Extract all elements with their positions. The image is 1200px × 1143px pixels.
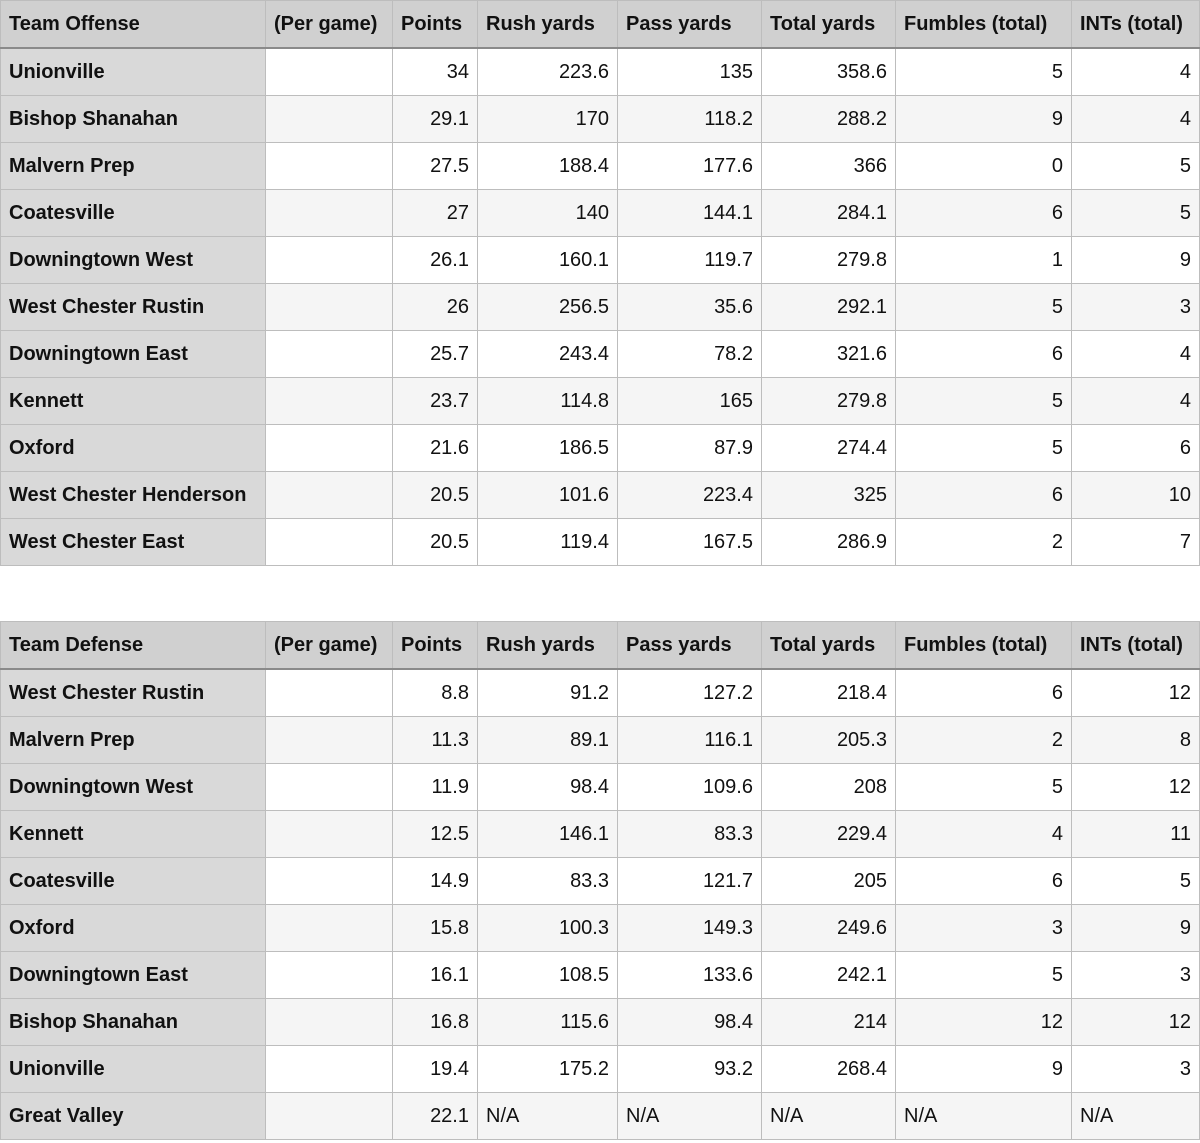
per-game-cell bbox=[266, 331, 393, 378]
total-yards-cell: 286.9 bbox=[762, 519, 896, 566]
fumbles-cell: 5 bbox=[896, 425, 1072, 472]
pass-yards-cell: 165 bbox=[618, 378, 762, 425]
total-yards-cell: 279.8 bbox=[762, 378, 896, 425]
fumbles-cell: 9 bbox=[896, 96, 1072, 143]
total-yards-cell: 229.4 bbox=[762, 811, 896, 858]
header-ints: INTs (total) bbox=[1072, 622, 1200, 670]
total-yards-cell: 366 bbox=[762, 143, 896, 190]
points-cell: 21.6 bbox=[393, 425, 478, 472]
fumbles-cell: N/A bbox=[896, 1093, 1072, 1140]
table-row bbox=[1, 472, 1200, 519]
header-per-game: (Per game) bbox=[266, 622, 393, 670]
ints-cell: 3 bbox=[1072, 284, 1200, 331]
table-header-row bbox=[1, 622, 1200, 670]
points-cell: 25.7 bbox=[393, 331, 478, 378]
pass-yards-cell: 93.2 bbox=[618, 1046, 762, 1093]
pass-yards-cell: 223.4 bbox=[618, 472, 762, 519]
points-cell: 8.8 bbox=[393, 669, 478, 717]
per-game-cell bbox=[266, 952, 393, 999]
header-points: Points bbox=[393, 1, 478, 49]
fumbles-cell: 4 bbox=[896, 811, 1072, 858]
ints-cell: 8 bbox=[1072, 717, 1200, 764]
fumbles-cell: 6 bbox=[896, 190, 1072, 237]
ints-cell: 5 bbox=[1072, 143, 1200, 190]
total-yards-cell: 205.3 bbox=[762, 717, 896, 764]
team-offense-table bbox=[0, 0, 1200, 566]
per-game-cell bbox=[266, 284, 393, 331]
header-fumbles: Fumbles (total) bbox=[896, 622, 1072, 670]
team-name-cell: Unionville bbox=[1, 48, 266, 96]
per-game-cell bbox=[266, 48, 393, 96]
pass-yards-cell: 177.6 bbox=[618, 143, 762, 190]
total-yards-cell: 279.8 bbox=[762, 237, 896, 284]
table-row bbox=[1, 519, 1200, 566]
total-yards-cell: 274.4 bbox=[762, 425, 896, 472]
fumbles-cell: 2 bbox=[896, 519, 1072, 566]
total-yards-cell: 208 bbox=[762, 764, 896, 811]
team-name-cell: West Chester East bbox=[1, 519, 266, 566]
ints-cell: 5 bbox=[1072, 190, 1200, 237]
team-name-cell: Downingtown West bbox=[1, 764, 266, 811]
table-row bbox=[1, 1093, 1200, 1140]
rush-yards-cell: 91.2 bbox=[478, 669, 618, 717]
header-per-game: (Per game) bbox=[266, 1, 393, 49]
header-rush-yards: Rush yards bbox=[478, 622, 618, 670]
total-yards-cell: 325 bbox=[762, 472, 896, 519]
table-row bbox=[1, 717, 1200, 764]
rush-yards-cell: 186.5 bbox=[478, 425, 618, 472]
rush-yards-cell: 243.4 bbox=[478, 331, 618, 378]
ints-cell: 12 bbox=[1072, 669, 1200, 717]
ints-cell: 4 bbox=[1072, 96, 1200, 143]
header-team: Team Offense bbox=[1, 1, 266, 49]
fumbles-cell: 5 bbox=[896, 378, 1072, 425]
ints-cell: 3 bbox=[1072, 952, 1200, 999]
per-game-cell bbox=[266, 425, 393, 472]
per-game-cell bbox=[266, 811, 393, 858]
points-cell: 26.1 bbox=[393, 237, 478, 284]
header-ints: INTs (total) bbox=[1072, 1, 1200, 49]
points-cell: 29.1 bbox=[393, 96, 478, 143]
points-cell: 16.1 bbox=[393, 952, 478, 999]
table-row bbox=[1, 764, 1200, 811]
header-fumbles: Fumbles (total) bbox=[896, 1, 1072, 49]
ints-cell: 12 bbox=[1072, 764, 1200, 811]
header-total-yards: Total yards bbox=[762, 1, 896, 49]
per-game-cell bbox=[266, 1093, 393, 1140]
table-row bbox=[1, 811, 1200, 858]
total-yards-cell: N/A bbox=[762, 1093, 896, 1140]
ints-cell: 4 bbox=[1072, 378, 1200, 425]
team-name-cell: West Chester Henderson bbox=[1, 472, 266, 519]
table-row bbox=[1, 669, 1200, 717]
rush-yards-cell: 114.8 bbox=[478, 378, 618, 425]
table-row bbox=[1, 331, 1200, 378]
total-yards-cell: 358.6 bbox=[762, 48, 896, 96]
pass-yards-cell: 127.2 bbox=[618, 669, 762, 717]
points-cell: 27.5 bbox=[393, 143, 478, 190]
table-row bbox=[1, 190, 1200, 237]
fumbles-cell: 0 bbox=[896, 143, 1072, 190]
team-name-cell: Coatesville bbox=[1, 858, 266, 905]
team-name-cell: Oxford bbox=[1, 905, 266, 952]
team-name-cell: Downingtown West bbox=[1, 237, 266, 284]
team-name-cell: West Chester Rustin bbox=[1, 669, 266, 717]
pass-yards-cell: 121.7 bbox=[618, 858, 762, 905]
per-game-cell bbox=[266, 1046, 393, 1093]
total-yards-cell: 268.4 bbox=[762, 1046, 896, 1093]
fumbles-cell: 5 bbox=[896, 284, 1072, 331]
fumbles-cell: 5 bbox=[896, 764, 1072, 811]
points-cell: 15.8 bbox=[393, 905, 478, 952]
points-cell: 22.1 bbox=[393, 1093, 478, 1140]
team-name-cell: Kennett bbox=[1, 378, 266, 425]
pass-yards-cell: 144.1 bbox=[618, 190, 762, 237]
table-row bbox=[1, 1046, 1200, 1093]
points-cell: 20.5 bbox=[393, 519, 478, 566]
table-row bbox=[1, 143, 1200, 190]
rush-yards-cell: 100.3 bbox=[478, 905, 618, 952]
table-row bbox=[1, 999, 1200, 1046]
ints-cell: 4 bbox=[1072, 48, 1200, 96]
rush-yards-cell: 101.6 bbox=[478, 472, 618, 519]
rush-yards-cell: 83.3 bbox=[478, 858, 618, 905]
pass-yards-cell: 135 bbox=[618, 48, 762, 96]
total-yards-cell: 249.6 bbox=[762, 905, 896, 952]
per-game-cell bbox=[266, 519, 393, 566]
table-row bbox=[1, 237, 1200, 284]
table-row bbox=[1, 378, 1200, 425]
fumbles-cell: 1 bbox=[896, 237, 1072, 284]
pass-yards-cell: 133.6 bbox=[618, 952, 762, 999]
pass-yards-cell: N/A bbox=[618, 1093, 762, 1140]
rush-yards-cell: 108.5 bbox=[478, 952, 618, 999]
fumbles-cell: 5 bbox=[896, 952, 1072, 999]
table-row bbox=[1, 96, 1200, 143]
per-game-cell bbox=[266, 858, 393, 905]
per-game-cell bbox=[266, 717, 393, 764]
per-game-cell bbox=[266, 237, 393, 284]
points-cell: 16.8 bbox=[393, 999, 478, 1046]
ints-cell: 7 bbox=[1072, 519, 1200, 566]
per-game-cell bbox=[266, 905, 393, 952]
team-name-cell: Malvern Prep bbox=[1, 143, 266, 190]
pass-yards-cell: 35.6 bbox=[618, 284, 762, 331]
ints-cell: 6 bbox=[1072, 425, 1200, 472]
fumbles-cell: 12 bbox=[896, 999, 1072, 1046]
total-yards-cell: 205 bbox=[762, 858, 896, 905]
table-row bbox=[1, 952, 1200, 999]
rush-yards-cell: 160.1 bbox=[478, 237, 618, 284]
total-yards-cell: 214 bbox=[762, 999, 896, 1046]
fumbles-cell: 6 bbox=[896, 472, 1072, 519]
ints-cell: 3 bbox=[1072, 1046, 1200, 1093]
team-name-cell: Bishop Shanahan bbox=[1, 96, 266, 143]
ints-cell: 12 bbox=[1072, 999, 1200, 1046]
total-yards-cell: 321.6 bbox=[762, 331, 896, 378]
fumbles-cell: 2 bbox=[896, 717, 1072, 764]
rush-yards-cell: 188.4 bbox=[478, 143, 618, 190]
team-name-cell: Downingtown East bbox=[1, 952, 266, 999]
total-yards-cell: 218.4 bbox=[762, 669, 896, 717]
offense-rows bbox=[1, 48, 1200, 566]
ints-cell: 9 bbox=[1072, 237, 1200, 284]
rush-yards-cell: 170 bbox=[478, 96, 618, 143]
ints-cell: 9 bbox=[1072, 905, 1200, 952]
per-game-cell bbox=[266, 669, 393, 717]
rush-yards-cell: 119.4 bbox=[478, 519, 618, 566]
rush-yards-cell: N/A bbox=[478, 1093, 618, 1140]
table-row bbox=[1, 905, 1200, 952]
team-name-cell: Malvern Prep bbox=[1, 717, 266, 764]
pass-yards-cell: 87.9 bbox=[618, 425, 762, 472]
per-game-cell bbox=[266, 143, 393, 190]
points-cell: 12.5 bbox=[393, 811, 478, 858]
total-yards-cell: 242.1 bbox=[762, 952, 896, 999]
fumbles-cell: 9 bbox=[896, 1046, 1072, 1093]
header-rush-yards: Rush yards bbox=[478, 1, 618, 49]
points-cell: 26 bbox=[393, 284, 478, 331]
rush-yards-cell: 140 bbox=[478, 190, 618, 237]
per-game-cell bbox=[266, 999, 393, 1046]
ints-cell: 5 bbox=[1072, 858, 1200, 905]
points-cell: 20.5 bbox=[393, 472, 478, 519]
header-pass-yards: Pass yards bbox=[618, 622, 762, 670]
table-row bbox=[1, 48, 1200, 96]
defense-rows bbox=[1, 669, 1200, 1140]
pass-yards-cell: 78.2 bbox=[618, 331, 762, 378]
rush-yards-cell: 89.1 bbox=[478, 717, 618, 764]
team-name-cell: Downingtown East bbox=[1, 331, 266, 378]
pass-yards-cell: 167.5 bbox=[618, 519, 762, 566]
fumbles-cell: 3 bbox=[896, 905, 1072, 952]
pass-yards-cell: 98.4 bbox=[618, 999, 762, 1046]
team-name-cell: Great Valley bbox=[1, 1093, 266, 1140]
pass-yards-cell: 116.1 bbox=[618, 717, 762, 764]
team-name-cell: Bishop Shanahan bbox=[1, 999, 266, 1046]
rush-yards-cell: 146.1 bbox=[478, 811, 618, 858]
rush-yards-cell: 115.6 bbox=[478, 999, 618, 1046]
rush-yards-cell: 256.5 bbox=[478, 284, 618, 331]
points-cell: 23.7 bbox=[393, 378, 478, 425]
pass-yards-cell: 118.2 bbox=[618, 96, 762, 143]
total-yards-cell: 284.1 bbox=[762, 190, 896, 237]
per-game-cell bbox=[266, 764, 393, 811]
per-game-cell bbox=[266, 472, 393, 519]
points-cell: 11.3 bbox=[393, 717, 478, 764]
header-team: Team Defense bbox=[1, 622, 266, 670]
pass-yards-cell: 149.3 bbox=[618, 905, 762, 952]
header-pass-yards: Pass yards bbox=[618, 1, 762, 49]
points-cell: 11.9 bbox=[393, 764, 478, 811]
rush-yards-cell: 223.6 bbox=[478, 48, 618, 96]
team-name-cell: Coatesville bbox=[1, 190, 266, 237]
fumbles-cell: 6 bbox=[896, 858, 1072, 905]
ints-cell: 4 bbox=[1072, 331, 1200, 378]
points-cell: 27 bbox=[393, 190, 478, 237]
fumbles-cell: 6 bbox=[896, 331, 1072, 378]
team-name-cell: West Chester Rustin bbox=[1, 284, 266, 331]
pass-yards-cell: 109.6 bbox=[618, 764, 762, 811]
table-row bbox=[1, 425, 1200, 472]
ints-cell: 11 bbox=[1072, 811, 1200, 858]
points-cell: 14.9 bbox=[393, 858, 478, 905]
ints-cell: N/A bbox=[1072, 1093, 1200, 1140]
points-cell: 19.4 bbox=[393, 1046, 478, 1093]
header-total-yards: Total yards bbox=[762, 622, 896, 670]
ints-cell: 10 bbox=[1072, 472, 1200, 519]
rush-yards-cell: 175.2 bbox=[478, 1046, 618, 1093]
rush-yards-cell: 98.4 bbox=[478, 764, 618, 811]
header-points: Points bbox=[393, 622, 478, 670]
team-name-cell: Oxford bbox=[1, 425, 266, 472]
per-game-cell bbox=[266, 96, 393, 143]
team-name-cell: Kennett bbox=[1, 811, 266, 858]
fumbles-cell: 5 bbox=[896, 48, 1072, 96]
pass-yards-cell: 119.7 bbox=[618, 237, 762, 284]
table-row bbox=[1, 284, 1200, 331]
team-defense-table bbox=[0, 621, 1200, 1140]
team-name-cell: Unionville bbox=[1, 1046, 266, 1093]
per-game-cell bbox=[266, 378, 393, 425]
per-game-cell bbox=[266, 190, 393, 237]
total-yards-cell: 288.2 bbox=[762, 96, 896, 143]
table-row bbox=[1, 858, 1200, 905]
table-header-row bbox=[1, 1, 1200, 49]
pass-yards-cell: 83.3 bbox=[618, 811, 762, 858]
points-cell: 34 bbox=[393, 48, 478, 96]
fumbles-cell: 6 bbox=[896, 669, 1072, 717]
total-yards-cell: 292.1 bbox=[762, 284, 896, 331]
